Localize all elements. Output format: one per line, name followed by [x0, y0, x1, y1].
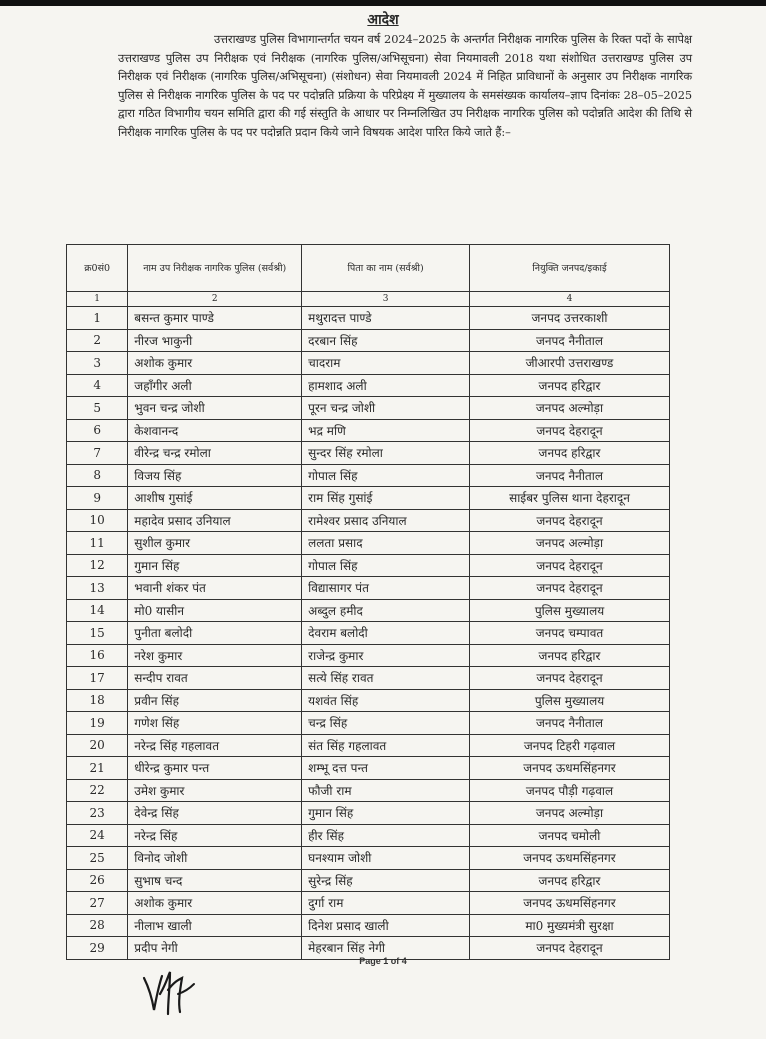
posting-unit-cell: जनपद हरिद्वार [469, 442, 669, 465]
posting-unit-cell: जनपद हरिद्वार [469, 644, 669, 667]
officer-name-cell: बसन्त कुमार पाण्डे [128, 307, 302, 330]
serial-number-cell: 17 [67, 667, 128, 690]
father-name-cell: मेहरबान सिंह नेगी [302, 937, 470, 960]
table-row [67, 779, 670, 802]
serial-number-cell: 18 [67, 689, 128, 712]
serial-number-cell: 27 [67, 892, 128, 915]
officer-name-cell: विनोद जोशी [128, 847, 302, 870]
posting-unit-cell: जनपद ऊधमसिंहनगर [469, 892, 669, 915]
father-name-cell: गोपाल सिंह [302, 464, 470, 487]
posting-unit-cell: जनपद उत्तरकाशी [469, 307, 669, 330]
officer-name-cell: देवेन्द्र सिंह [128, 802, 302, 825]
posting-unit-cell: जनपद देहरादून [469, 667, 669, 690]
serial-number-cell: 15 [67, 622, 128, 645]
father-name-cell: मथुरादत्त पाण्डे [302, 307, 470, 330]
table-row [67, 644, 670, 667]
table-row [67, 712, 670, 735]
table-row [67, 374, 670, 397]
serial-number-cell: 23 [67, 802, 128, 825]
posting-unit-cell: जनपद देहरादून [469, 554, 669, 577]
table-row [67, 509, 670, 532]
serial-number-cell: 26 [67, 869, 128, 892]
posting-unit-cell: जीआरपी उत्तराखण्ड [469, 352, 669, 375]
table-row [67, 667, 670, 690]
posting-unit-cell: जनपद अल्मोड़ा [469, 532, 669, 555]
posting-unit-cell: पुलिस मुख्यालय [469, 689, 669, 712]
table-row [67, 419, 670, 442]
posting-unit-cell: जनपद देहरादून [469, 937, 669, 960]
table-row [67, 577, 670, 600]
promotion-table [66, 244, 670, 960]
column-number: 3 [302, 292, 470, 307]
document-page [0, 6, 766, 1039]
officer-name-cell: सन्दीप रावत [128, 667, 302, 690]
table-row [67, 307, 670, 330]
officer-name-cell: भवानी शंकर पंत [128, 577, 302, 600]
officer-name-cell: नरेश कुमार [128, 644, 302, 667]
column-number: 2 [128, 292, 302, 307]
officer-name-cell: विजय सिंह [128, 464, 302, 487]
posting-unit-cell: जनपद ऊधमसिंहनगर [469, 847, 669, 870]
officer-name-cell: वीरेन्द्र चन्द्र रमोला [128, 442, 302, 465]
father-name-cell: हामशाद अली [302, 374, 470, 397]
officer-name-cell: केशवानन्द [128, 419, 302, 442]
posting-unit-cell: मा0 मुख्यमंत्री सुरक्षा [469, 914, 669, 937]
serial-number-cell: 6 [67, 419, 128, 442]
father-name-cell: गोपाल सिंह [302, 554, 470, 577]
handwritten-signature-icon [138, 964, 198, 1020]
officer-name-cell: जहाँगीर अली [128, 374, 302, 397]
father-name-cell: रामेश्वर प्रसाद उनियाल [302, 509, 470, 532]
table-row [67, 329, 670, 352]
serial-number-cell: 29 [67, 937, 128, 960]
page-number: Page 1 of 4 [359, 956, 407, 966]
serial-number-cell: 13 [67, 577, 128, 600]
serial-number-cell: 7 [67, 442, 128, 465]
father-name-cell: विद्यासागर पंत [302, 577, 470, 600]
father-name-cell: दरबान सिंह [302, 329, 470, 352]
father-name-cell: भद्र मणि [302, 419, 470, 442]
posting-unit-cell: जनपद अल्मोड़ा [469, 397, 669, 420]
column-number: 1 [67, 292, 128, 307]
father-name-cell: घनश्याम जोशी [302, 847, 470, 870]
table-row [67, 464, 670, 487]
father-name-cell: राम सिंह गुसांई [302, 487, 470, 510]
posting-unit-cell: साईबर पुलिस थाना देहरादून [469, 487, 669, 510]
father-name-cell: यशवंत सिंह [302, 689, 470, 712]
father-name-cell: अब्दुल हमीद [302, 599, 470, 622]
posting-unit-cell: जनपद पौड़ी गढ़वाल [469, 779, 669, 802]
father-name-cell: गुमान सिंह [302, 802, 470, 825]
posting-unit-cell: जनपद अल्मोड़ा [469, 802, 669, 825]
father-name-cell: चन्द्र सिंह [302, 712, 470, 735]
table-row [67, 734, 670, 757]
table-row [67, 802, 670, 825]
officer-name-cell: गुमान सिंह [128, 554, 302, 577]
posting-unit-cell: जनपद नैनीताल [469, 329, 669, 352]
posting-unit-cell: जनपद ऊधमसिंहनगर [469, 757, 669, 780]
header-unit: नियुक्ति जनपद/इकाई [469, 245, 669, 292]
officer-name-cell: नरेन्द्र सिंह [128, 824, 302, 847]
table-row [67, 532, 670, 555]
serial-number-cell: 14 [67, 599, 128, 622]
table-row [67, 824, 670, 847]
father-name-cell: पूरन चन्द्र जोशी [302, 397, 470, 420]
officer-name-cell: मो0 यासीन [128, 599, 302, 622]
table-row [67, 442, 670, 465]
table-header-row [67, 245, 670, 292]
posting-unit-cell: जनपद देहरादून [469, 509, 669, 532]
table-row [67, 869, 670, 892]
table-row [67, 914, 670, 937]
serial-number-cell: 16 [67, 644, 128, 667]
order-heading: आदेश [367, 12, 399, 28]
posting-unit-cell: जनपद देहरादून [469, 577, 669, 600]
posting-unit-cell: जनपद नैनीताल [469, 712, 669, 735]
officer-name-cell: गणेश सिंह [128, 712, 302, 735]
officer-name-cell: अशोक कुमार [128, 352, 302, 375]
serial-number-cell: 11 [67, 532, 128, 555]
serial-number-cell: 9 [67, 487, 128, 510]
serial-number-cell: 3 [67, 352, 128, 375]
officer-name-cell: धीरेन्द्र कुमार पन्त [128, 757, 302, 780]
table-row [67, 487, 670, 510]
column-number-row [67, 292, 670, 307]
table-row [67, 757, 670, 780]
father-name-cell: सुरेन्द्र सिंह [302, 869, 470, 892]
serial-number-cell: 24 [67, 824, 128, 847]
order-paragraph: उत्तराखण्ड पुलिस विभागान्तर्गत चयन वर्ष 2024–2025 के अन्तर्गत निरीक्षक नागरिक पुलिस के रिक्त पदों के सापेक्ष उत्तराखण्ड पुलिस उप निरीक्षक एवं निरीक्षक (नागरिक पुलिस/अभिसूचना) सेवा नियमावली 2018 यथा संशोधित उत्तराखण्ड पुलिस उप निरीक्षक एवं निरीक्षक (नागरिक पुलिस/अभिसूचना) (संशोधन) सेवा नियमावली 2024 में निहित प्राविधानों के अनुसार उप निरीक्षक नागरिक पुलिस से निरीक्षक नागरिक पुलिस के पद पर पदोन्नति प्रक्रिया के परिप्रेक्ष्य में मुख्यालय के समसंख्यक कार्यालय–ज्ञाप दिनांकः 28–05–2025 द्वारा गठित विभागीय चयन समिति द्वारा की गई संस्तुति के आधार पर निम्नलिखित उप निरीक्षक नागरिक पुलिस को पदोन्नति आदेश की तिथि से निरीक्षक नागरिक पुलिस के पद पर पदोन्नति प्रदान किये जाने विषयक आदेश पारित किये जाते हैं:– [118, 32, 692, 139]
posting-unit-cell: जनपद चमोली [469, 824, 669, 847]
officer-name-cell: सुभाष चन्द [128, 869, 302, 892]
header-father-name: पिता का नाम (सर्वश्री) [302, 245, 470, 292]
father-name-cell: फौजी राम [302, 779, 470, 802]
father-name-cell: शम्भू दत्त पन्त [302, 757, 470, 780]
officer-name-cell: नीरज भाकुनी [128, 329, 302, 352]
column-number: 4 [469, 292, 669, 307]
table-row [67, 599, 670, 622]
table-row [67, 352, 670, 375]
table-row [67, 622, 670, 645]
officer-name-cell: अशोक कुमार [128, 892, 302, 915]
header-name: नाम उप निरीक्षक नागरिक पुलिस (सर्वश्री) [128, 245, 302, 292]
father-name-cell: चादराम [302, 352, 470, 375]
officer-name-cell: महादेव प्रसाद उनियाल [128, 509, 302, 532]
posting-unit-cell: पुलिस मुख्यालय [469, 599, 669, 622]
serial-number-cell: 21 [67, 757, 128, 780]
posting-unit-cell: जनपद चम्पावत [469, 622, 669, 645]
serial-number-cell: 8 [67, 464, 128, 487]
posting-unit-cell: जनपद नैनीताल [469, 464, 669, 487]
father-name-cell: सुन्दर सिंह रमोला [302, 442, 470, 465]
posting-unit-cell: जनपद हरिद्वार [469, 869, 669, 892]
serial-number-cell: 2 [67, 329, 128, 352]
officer-name-cell: नरेन्द्र सिंह गहलावत [128, 734, 302, 757]
officer-name-cell: प्रदीप नेगी [128, 937, 302, 960]
serial-number-cell: 19 [67, 712, 128, 735]
serial-number-cell: 28 [67, 914, 128, 937]
father-name-cell: दुर्गा राम [302, 892, 470, 915]
serial-number-cell: 22 [67, 779, 128, 802]
officer-name-cell: पुनीता बलोदी [128, 622, 302, 645]
serial-number-cell: 5 [67, 397, 128, 420]
serial-number-cell: 25 [67, 847, 128, 870]
table-row [67, 689, 670, 712]
serial-number-cell: 12 [67, 554, 128, 577]
officer-name-cell: भुवन चन्द्र जोशी [128, 397, 302, 420]
officer-name-cell: आशीष गुसांई [128, 487, 302, 510]
posting-unit-cell: जनपद टिहरी गढ़वाल [469, 734, 669, 757]
serial-number-cell: 4 [67, 374, 128, 397]
father-name-cell: ललता प्रसाद [302, 532, 470, 555]
posting-unit-cell: जनपद हरिद्वार [469, 374, 669, 397]
table-row [67, 847, 670, 870]
table-row [67, 397, 670, 420]
serial-number-cell: 1 [67, 307, 128, 330]
father-name-cell: दिनेश प्रसाद खाली [302, 914, 470, 937]
father-name-cell: सत्ये सिंह रावत [302, 667, 470, 690]
officer-name-cell: उमेश कुमार [128, 779, 302, 802]
father-name-cell: देवराम बलोदी [302, 622, 470, 645]
officer-name-cell: नीलाभ खाली [128, 914, 302, 937]
table-row [67, 892, 670, 915]
posting-unit-cell: जनपद देहरादून [469, 419, 669, 442]
serial-number-cell: 10 [67, 509, 128, 532]
father-name-cell: हीर सिंह [302, 824, 470, 847]
serial-number-cell: 20 [67, 734, 128, 757]
father-name-cell: संत सिंह गहलावत [302, 734, 470, 757]
table-row [67, 554, 670, 577]
officer-name-cell: सुशील कुमार [128, 532, 302, 555]
header-serial: क्र0सं0 [67, 245, 128, 292]
officer-name-cell: प्रवीन सिंह [128, 689, 302, 712]
father-name-cell: राजेन्द्र कुमार [302, 644, 470, 667]
